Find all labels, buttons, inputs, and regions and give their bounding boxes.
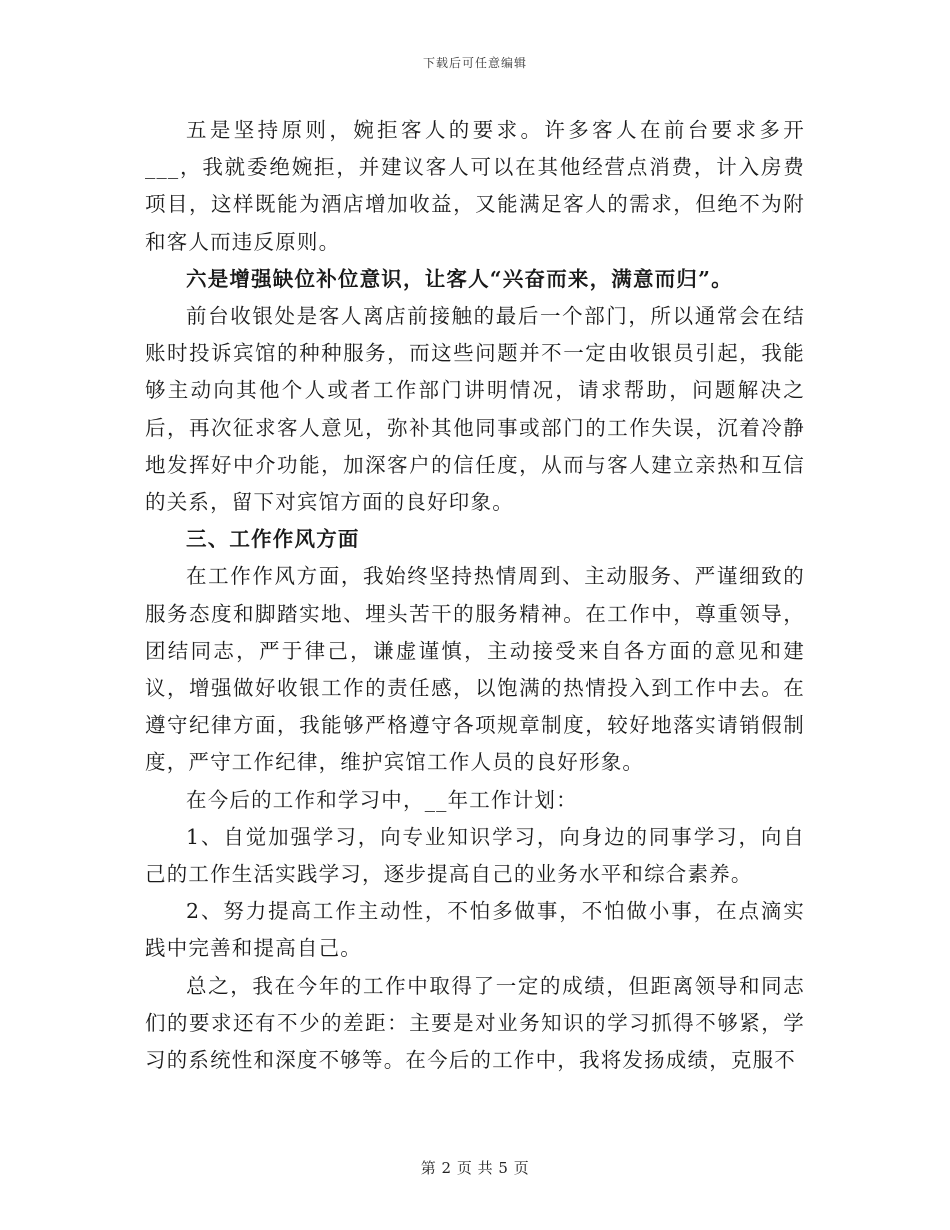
paragraph-work-style: 在工作作风方面，我始终坚持热情周到、主动服务、严谨细致的服务态度和脚踏实地、埋头苦干的服务精神。在工作中，尊重领导，团结同志，严于律己，谦虚谨慎，主动接受来自各方面的意见和建议，增强做好收银工作的责任感，以饱满的热情投入到工作中去。在遵守纪律方面，我能够严格遵守各项规章制度，较好地落实请销假制度，严守工作纪律，维护宾馆工作人员的良好形象。 (145, 564, 805, 775)
paragraph-heading-fill-gaps: 六是增强缺位补位意识，让客人“兴奋而来，满意而归”。 (186, 266, 733, 291)
paragraph-plan-intro: 在今后的工作和学习中，__年工作计划： (186, 787, 578, 812)
paragraph-cashier: 前台收银处是客人离店前接触的最后一个部门，所以通常会在结账时投诉宾馆的种种服务，而这些问题并不一定由收银员引起，我能够主动向其他个人或者工作部门讲明情况，请求帮助，问题解决之后，再次征求客人意见，弥补其他同事或部门的工作失误，沉着冷静地发挥好中介功能，加深客户的信任度，从而与客人建立亲热和互信的关系，留下对宾馆方面的良好印象。 (145, 304, 805, 515)
header-note: 下载后可任意编辑 (422, 56, 527, 70)
paragraph-principle: 五是坚持原则，婉拒客人的要求。许多客人在前台要求多开___，我就委绝婉拒，并建议客人可以在其他经营点消费，计入房费项目，这样既能为酒店增加收益，又能满足客人的需求，但绝不为附和客人而违反原则。 (145, 118, 805, 254)
page-number: 第 2 页 共 5 页 (420, 1159, 530, 1177)
section-heading-work-style: 三、工作作风方面 (186, 527, 360, 552)
paragraph-plan-item-1: 1、自觉加强学习，向专业知识学习，向身边的同事学习，向自己的工作生活实践学习，逐步提高自己的业务水平和综合素养。 (145, 824, 805, 887)
document-body (145, 112, 805, 1079)
paragraph-plan-item-2: 2、努力提高工作主动性，不怕多做事，不怕做小事，在点滴实践中完善和提高自己。 (145, 899, 805, 961)
paragraph-summary: 总之，我在今年的工作中取得了一定的成绩，但距离领导和同志们的要求还有不少的差距：主要是对业务知识的学习抓得不够紧，学习的系统性和深度不够等。在今后的工作中，我将发扬成绩，克服不 (145, 973, 805, 1073)
